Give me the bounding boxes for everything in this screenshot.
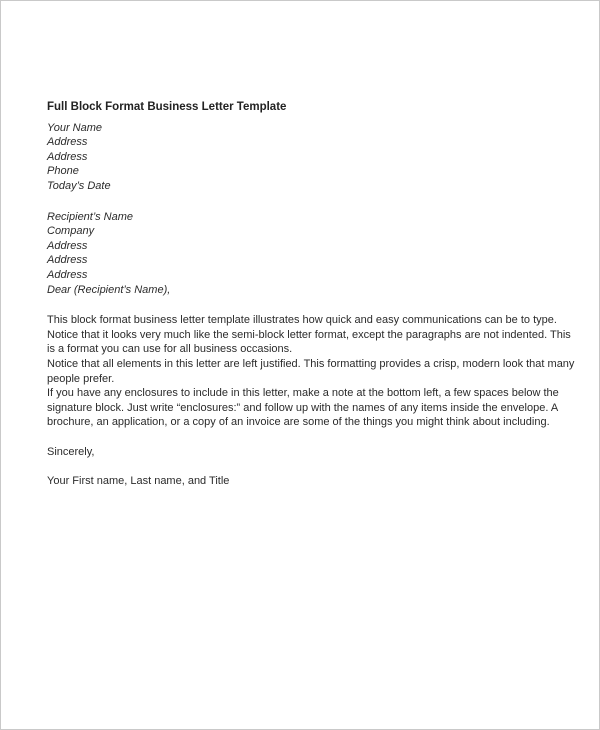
recipient-block [47,210,559,298]
closing: Sincerely, [47,445,95,458]
body-line: is a format you can use for all business occasions. [47,343,293,356]
recipient-company: Company [47,225,95,238]
recipient-address-2: Address [47,254,88,267]
spacer [47,297,559,313]
body-line: Notice that all elements in this letter are left justified. This formatting provides a crisp, modern look that many [47,357,575,370]
body-line: people prefer. [47,372,115,385]
signature: Your First name, Last name, and Title [47,475,230,488]
recipient-address-1: Address [47,239,88,252]
body-line: signature block. Just write “enclosures:” and follow up with the names of any items inside the envelope. A [47,401,559,414]
salutation: Dear (Recipient’s Name), [47,283,171,296]
letter-title: Full Block Format Business Letter Template [47,101,287,113]
sender-date: Today’s Date [47,179,111,192]
spacer [47,194,559,210]
recipient-name: Recipient’s Name [47,210,134,223]
sender-phone: Phone [47,165,79,178]
letter-body [47,313,575,430]
sender-block [47,121,559,194]
sender-address-2: Address [47,150,88,163]
spacer [47,430,559,445]
body-line: Notice that it looks very much like the semi-block letter format, except the paragraphs are not indented. This [47,328,571,341]
body-line: brochure, an application, or a copy of an invoice are some of the things you might think about including. [47,416,550,429]
sender-name: Your Name [47,121,103,134]
spacer [47,459,559,474]
recipient-address-3: Address [47,268,88,281]
letter-content [47,100,575,489]
body-line: If you have any enclosures to include in this letter, make a note at the bottom left, a few spaces below the [47,387,559,400]
body-line: This block format business letter template illustrates how quick and easy communications can be to type. [47,314,557,327]
sender-address-1: Address [47,136,88,149]
